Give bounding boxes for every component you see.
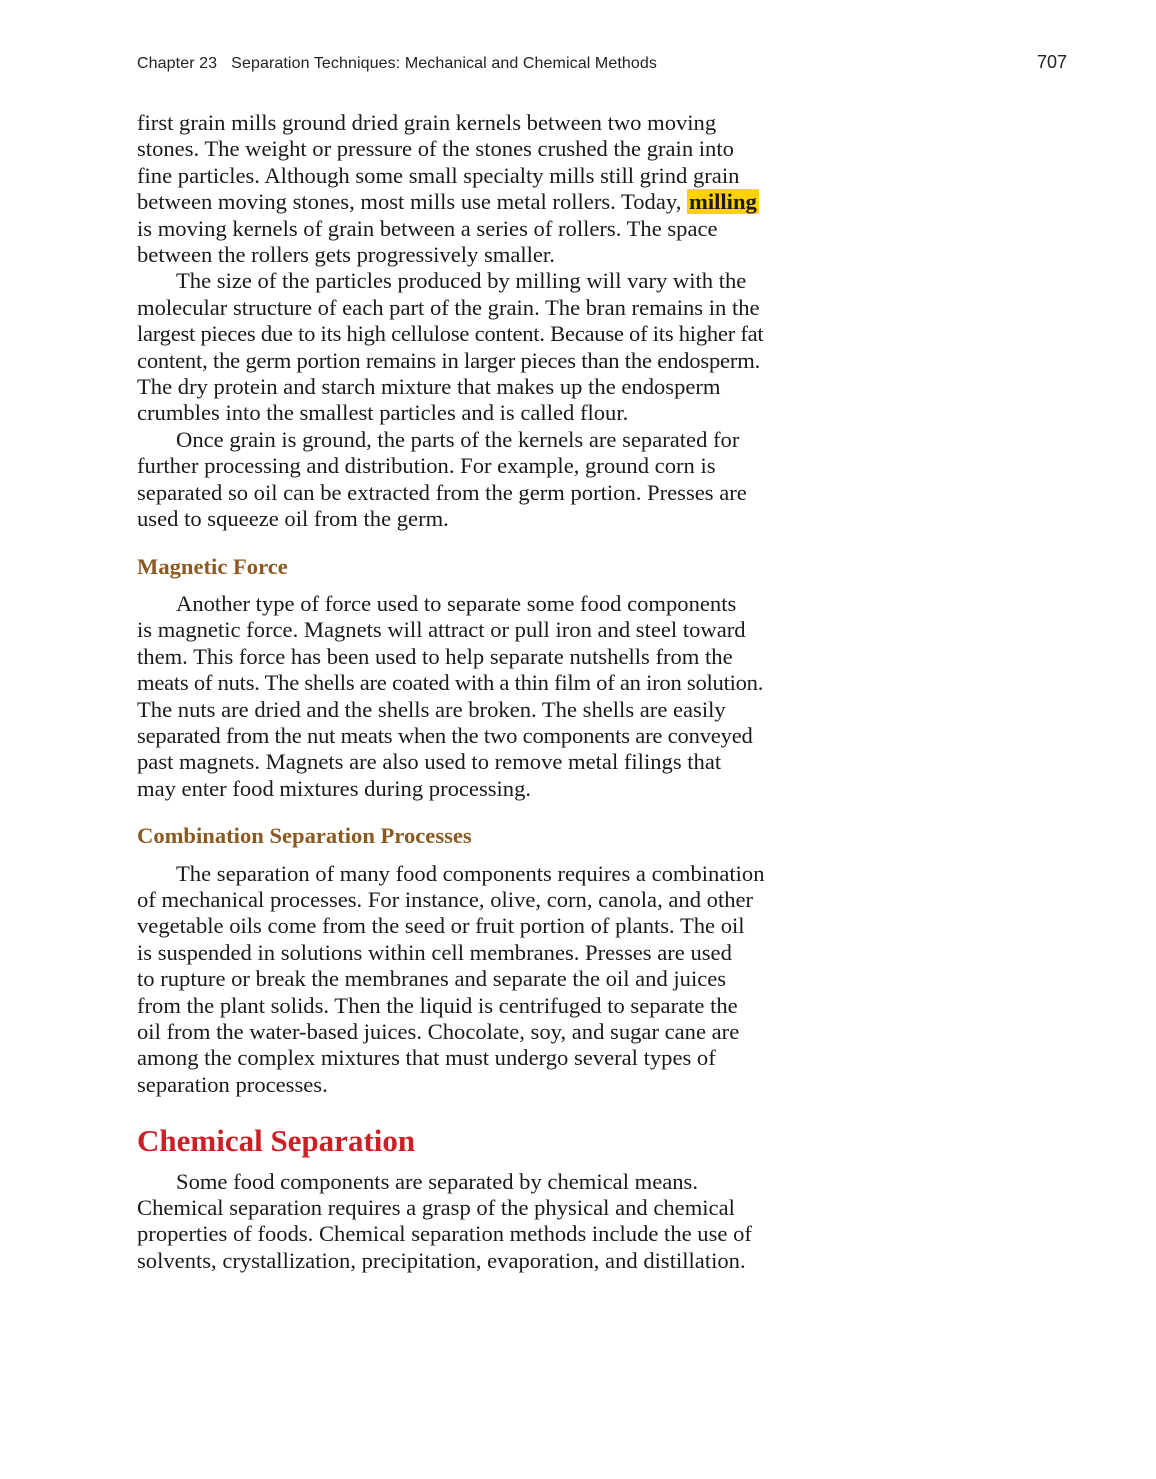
text-fragment: Once grain is ground, the parts of the kernels are separated for [176, 426, 740, 452]
paragraph-magnetic-force [137, 591, 823, 802]
text-line [137, 861, 823, 887]
heading-magnetic-force: Magnetic Force [137, 553, 288, 579]
page-number: 707 [1036, 52, 1067, 72]
paragraph-particle-size [137, 268, 823, 426]
chapter-title: Separation Techniques: Mechanical and Chemical Methods [231, 55, 657, 72]
text-line [137, 189, 823, 215]
text-fragment: Some food components are separated by chemical means. [176, 1168, 698, 1194]
text-line: The nuts are dried and the shells are broken. The shells are easily [137, 696, 726, 722]
text-line: stones. The weight or pressure of the stones crushed the grain into [137, 136, 734, 162]
text-fragment: The separation of many food components requires a combination [176, 860, 765, 886]
text-line [137, 1169, 823, 1195]
text-line: past magnets. Magnets are also used to remove metal filings that [137, 749, 722, 775]
text-line: fine particles. Although some small specialty mills still grind grain [137, 162, 740, 188]
paragraph-ground-grain [137, 427, 823, 533]
text-line: oil from the water-based juices. Chocolate, soy, and sugar cane are [137, 1019, 740, 1044]
text-line: properties of foods. Chemical separation methods include the use of [137, 1221, 752, 1247]
paragraph-combination-separation [137, 861, 823, 1099]
text-line: solvents, crystallization, precipitation, evaporation, and distillation. [137, 1247, 746, 1273]
text-line: further processing and distribution. For example, ground corn is [137, 453, 716, 479]
text-line: Chemical separation requires a grasp of the physical and chemical [137, 1195, 735, 1221]
text-fragment: The size of the particles produced by milling will vary with the [176, 268, 747, 294]
text-line: from the plant solids. Then the liquid is centrifuged to separate the [137, 992, 738, 1018]
body-column [137, 110, 823, 1274]
heading-combination-separation: Combination Separation Processes [137, 823, 472, 849]
text-line: separated so oil can be extracted from the germ portion. Presses are [137, 479, 747, 505]
text-line [137, 591, 823, 617]
heading-chemical-separation: Chemical Separation [137, 1123, 416, 1159]
text-line: content, the germ portion remains in larger pieces than the endosperm. [137, 347, 761, 373]
text-line: is magnetic force. Magnets will attract or pull iron and steel toward [137, 617, 746, 643]
text-line [137, 427, 823, 453]
text-line: to rupture or break the membranes and separate the oil and juices [137, 966, 727, 992]
text-line: meats of nuts. The shells are coated with a thin film of an iron solution. [137, 670, 764, 696]
paragraph-chemical-separation [137, 1169, 823, 1275]
text-fragment: Another type of force used to separate some food components [176, 590, 737, 616]
text-line: used to squeeze oil from the germ. [137, 506, 449, 532]
paragraph-milling [137, 110, 823, 268]
text-line: among the complex mixtures that must undergo several types of [137, 1045, 716, 1071]
text-line: largest pieces due to its high cellulose content. Because of its higher fat [137, 321, 764, 347]
chapter-number: Chapter 23 [137, 55, 218, 72]
text-line: of mechanical processes. For instance, olive, corn, canola, and other [137, 886, 754, 912]
key-term-milling[interactable]: milling [689, 189, 757, 215]
text-line: separated from the nut meats when the two components are conveyed [137, 722, 753, 748]
chapter-label [137, 55, 657, 73]
text-line: is suspended in solutions within cell membranes. Presses are used [137, 939, 732, 965]
text-line: crumbles into the smallest particles and is called flour. [137, 400, 629, 426]
text-line: first grain mills ground dried grain kernels between two moving [137, 110, 717, 135]
text-line: between the rollers gets progressively smaller. [137, 242, 555, 268]
text-fragment: between moving stones, most mills use metal rollers. Today, [137, 189, 682, 215]
text-line: is moving kernels of grain between a series of rollers. The space [137, 215, 718, 241]
text-line: The dry protein and starch mixture that makes up the endosperm [137, 374, 721, 400]
text-line: vegetable oils come from the seed or fruit portion of plants. The oil [137, 913, 745, 939]
text-line: them. This force has been used to help separate nutshells from the [137, 643, 733, 669]
text-line: molecular structure of each part of the grain. The bran remains in the [137, 294, 760, 320]
text-line: may enter food mixtures during processing. [137, 775, 532, 801]
text-line [137, 268, 823, 294]
running-head [137, 52, 1067, 73]
text-line: separation processes. [137, 1071, 328, 1097]
